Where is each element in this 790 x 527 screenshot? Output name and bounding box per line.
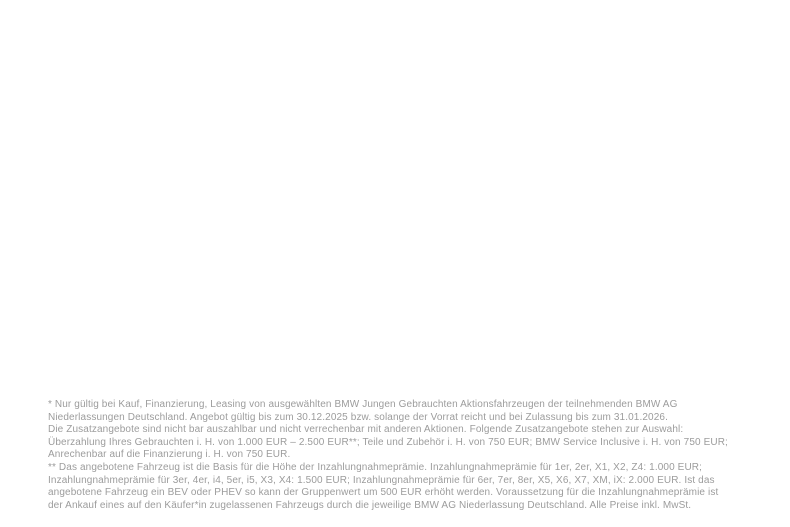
disclaimer-line: angebotene Fahrzeug ein BEV oder PHEV so kann der Gruppenwert um 500 EUR erhöht werden. Voraussetzung für die Inzahlungnahmeprämie ist [48,487,719,499]
disclaimer-line: * Nur gültig bei Kauf, Finanzierung, Leasing von ausgewählten BMW Jungen Gebrauchten Aktionsfahrzeugen der teilnehmenden BMW AG [48,399,678,410]
legal-disclaimer [48,399,760,512]
disclaimer-line: Überzahlung Ihres Gebrauchten i. H. von 1.000 EUR – 2.500 EUR**; Teile und Zubehör i. H. von 750 EUR; BMW Service Inclusive i. H. von 750 EUR; [48,436,728,448]
disclaimer-line: ** Das angebotene Fahrzeug ist die Basis für die Höhe der Inzahlungnahmeprämie. Inzahlungnahmeprämie für 1er, 2er, X1, X2, Z4: 1.000 EUR; [48,461,703,473]
disclaimer-line: Anrechenbar auf die Finanzierung i. H. von 750 EUR. [48,449,291,461]
disclaimer-line: Inzahlungnahmeprämie für 3er, 4er, i4, 5er, i5, X3, X4: 1.500 EUR; Inzahlungnahmeprämie für 6er, 7er, 8er, X5, X6, X7, XM, iX: 2.000 EUR. Ist das [48,474,715,486]
disclaimer-line: der Ankauf eines auf den Käufer*in zugelassenen Fahrzeugs durch die jeweilige BMW AG Niederlassung Deutschland. Alle Preise inkl. MwSt. [48,499,692,511]
disclaimer-line: Die Zusatzangebote sind nicht bar auszahlbar und nicht verrechenbar mit anderen Aktionen. Folgende Zusatzangebote stehen zur Auswahl: [48,424,684,436]
disclaimer-line: Niederlassungen Deutschland. Angebot gültig bis zum 30.12.2025 bzw. solange der Vorrat reicht und bei Zulassung bis zum 31.01.2026. [48,411,668,423]
